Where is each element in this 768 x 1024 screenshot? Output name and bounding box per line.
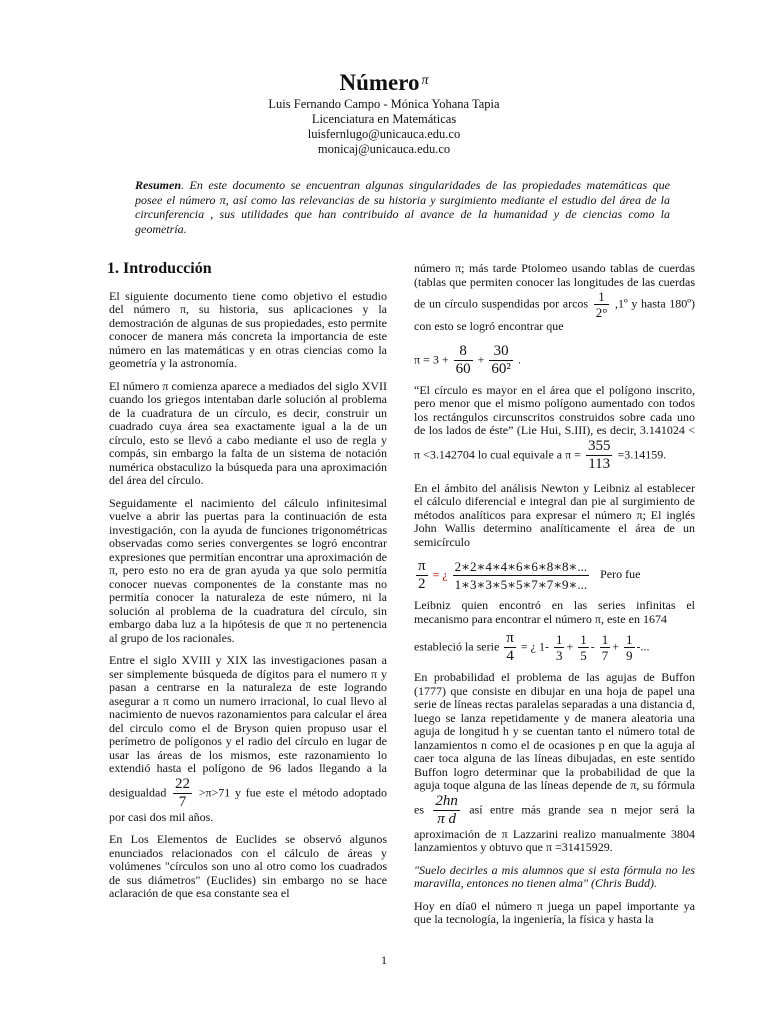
paragraph: Leibniz quien encontró en las series infinitas el mecanismo para encontrar el número π, este en 1674 (414, 598, 695, 626)
author-email-1: luisfernlugo@unicauca.edu.co (307, 127, 461, 141)
fraction-22-7: $\frac{22}{7}$ (175, 775, 191, 810)
paragraph: Seguidamente el nacimiento del cálculo infinitesimal vuelve a abrir las puertas para la continuación de esta investigación, con la ayuda de funciones trigonométricas observadas como series convergentes se logró encontrar expresiones que permitían encontrar una aproximación de π, pero esto no era de gran ayuda ya que solo permitía conocer nuevas componentes de la constante mas no permitía conocer la naturaleza de este número, ni la solución al problema de la cuadratura del círculo, sin embargo daba luz a la hipótesis de que π no pertenencia al grupo de los racionales. (109, 495, 387, 645)
fraction-buffon: $\frac{2hn}{\text{π d}}$ (435, 792, 458, 827)
paragraph: “El círculo es mayor en el área que el polígono inscrito, pero menor que el mismo polígono aumentado con todos los rectángulos circunscritos construidos sobre cada uno de los lados de éste” (Lie Hui, S.III), es decir, 3.141024 < π <3.142704 lo cual equivale a π = $\frac{355}{113}$ =3.14159. (414, 382, 695, 472)
author-program: Licenciatura en Matemáticas (311, 112, 457, 126)
paper-title: Número $^\pi$ (339, 70, 429, 95)
author-email-2: monicaj@unicauca.edu.co (317, 142, 451, 156)
paragraph: Entre el siglo XVIII y XIX las investigaciones pasan a ser simplemente búsqueda de dígitos para el numero π y pasan a centrarse en la naturaleza de este logrando asegurar a π como un numero irracional, lo cual llevo al nacimiento de nuevos razonamientos para calcular el área del circulo como el de Bryson quien propuso usar el perímetro de polígonos y el radio del círculo en lugar de usar las áreas de los mismos, este razonamiento lo extendió hasta el polígono de 96 lados llegando a la desigualdad $\frac{22}{7}$ >π>71 y fue este el método adoptado por casi dos mil años. (109, 653, 388, 824)
abstract (135, 178, 670, 236)
pi-symbol: π (421, 73, 429, 88)
section-heading: 1. Introducción (107, 260, 212, 277)
paragraph: número π; más tarde Ptolomeo usando tablas de cuerdas (tablas que permiten conocer las longitudes de las cuerdas de un círculo suspendidas por arcos $\frac{1}{2^\circ}$ ,1º y hasta 180º) con esto se logró encontrar que (414, 261, 695, 333)
paragraph: En Los Elementos de Euclides se observó algunos enunciados relacionados con el cálculo de áreas y volúmenes "círculos son uno al otro como los cuadrados de sus diámetros" (Euclides) sin embargo no se hace aclaración de que esa constante sea el (109, 832, 387, 900)
page-number: 1 (381, 953, 387, 967)
paragraph: El siguiente documento tiene como objetivo el estudio del número π, su historia, sus aplicaciones y la demostración de algunas de sus propiedades, esto permite conocer de manera más concreta la importancia de este número en las matemáticas y en otras ciencias como la geometría y la astronomía. (109, 288, 387, 370)
fraction-arc: $\frac{1}{2^\circ}$ (595, 289, 608, 320)
equation-wallis: $\frac{\pi}{2}$ = ¿ $\frac{2∗2∗4∗4∗6∗6∗8∗8∗...}{1∗3∗3∗5∗5∗7∗7∗9∗...}$ Pero fue (418, 558, 641, 592)
equation-ptolemy: π = 3 + $\frac{8}{60}$ + $\frac{30}{\text{60²}}$ . (414, 342, 521, 377)
abstract-label: Resumen (135, 178, 182, 192)
author-block (0, 97, 768, 157)
abstract-text: . En este documento se encuentran algunas singularidades de las propiedades matemáticas que posee el número π, así como las relevancias de su historia y surgimiento mediante el estudio del área de la circunferencia , sus utilidades que han contribuido al avance de la humanidad y de ciencias como la geometría. (135, 178, 670, 236)
column-left (109, 262, 387, 910)
paragraph: En el ámbito del análisis Newton y Leibniz al establecer el cálculo diferencial e integral dan pie al surgimiento de métodos analíticos para expresar el número π; El inglés John Wallis determino analíticamente el área de un semicírculo (414, 480, 695, 549)
paragraph: En probabilidad el problema de las agujas de Buffon (1777) que consiste en dibujar en una hoja de papel una serie de líneas rectas paralelas separadas a una distancia d, luego se lanza repetidamente y de manera aleatoria una aguja de longitud h y se cuentan tanto el número total de lanzamientos n como el de ocasiones p en que la aguja al caer toca alguna de las líneas dibujadas, en este sentido Buffon logro determinar que la probabilidad de que la aguja toque alguna de las líneas depende de π, su fórmula es $\frac{2hn}{\text{π d}}$ así entre más grande sea n mejor será la aproximación de π Lazzarini realizo manualmente 3804 lanzamientos y obtuvo que π =31415929. (414, 670, 695, 854)
paragraph: El número π comienza aparece a mediados del siglo XVII cuando los griegos intentaban darle solución al problema de la cuadratura de un círculo, es decir, construir un cuadrado cuya área sea exactamente igual a la de un círculo, esto se llevó a cabo mediante el uso de regla y compás, sin embargo la falta de un sistema de notación numérica obstaculizo la búsqueda para una aproximación del área del círculo. (109, 378, 387, 487)
fraction-355-113: $\frac{355}{113}$ (587, 437, 611, 472)
column-right (414, 262, 695, 936)
equation-leibniz: estableció la serie $\frac{\pi}{4}$ = ¿ 1- $\frac{1}{3}$ + $\frac{1}{5}$ - $\frac{1}{7}$ + $\frac{1}{9}$ -... (414, 630, 650, 664)
quote: "Suelo decirles a mis alumnos que si esta fórmula no les maravilla, entonces no tienen alma" (Chris Budd). (414, 862, 695, 890)
author-names: Luis Fernando Campo - Mónica Yohana Tapia (268, 97, 500, 111)
paragraph: Hoy en día0 el número π juega un papel importante ya que la tecnología, la ingeniería, la física y hasta la (414, 898, 695, 926)
